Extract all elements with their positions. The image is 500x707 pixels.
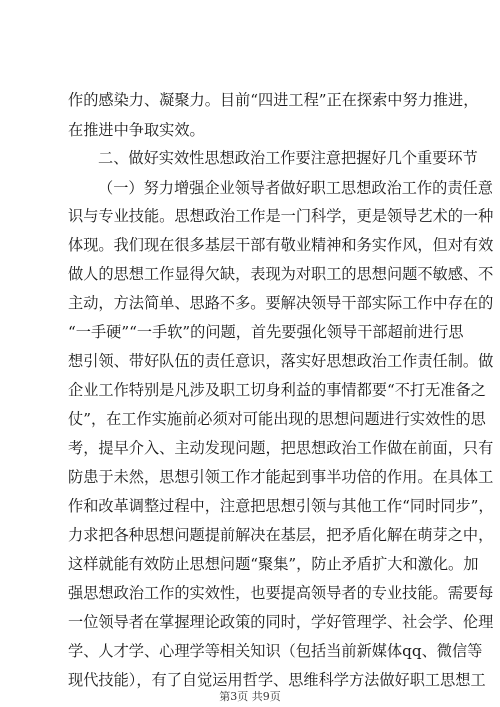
body-line: 学、人才学、心理学等相关知识（包括当前新媒体qq、微信等 — [68, 642, 483, 660]
body-line: 一位领导者在掌握理论政策的同时，学好管理学、社会学、伦理 — [68, 613, 494, 631]
body-line: 考，提早介入、主动发现问题，把思想政治工作做在前面，只有 — [68, 439, 494, 457]
body-line: “一手硬”“一手软”的问题，首先要强化领导干部超前进行思 — [68, 323, 464, 341]
page-number-footer: 第3页 共9页 — [219, 690, 281, 703]
body-line: 作和改革调整过程中，注意把思想引领与其他工作“同时同步”， — [68, 497, 494, 515]
body-line: 这样就能有效防止思想问题“聚集”，防止矛盾扩大和激化。加 — [68, 555, 479, 573]
body-line: 主动，方法简单、思路不多。要解决领导干部实际工作中存在的 — [68, 294, 494, 312]
body-line: 做人的思想工作显得欠缺，表现为对职工的思想问题不敏感、不 — [68, 265, 494, 283]
subsection-heading: （一）努力增强企业领导者做好职工思想政治工作的责任意 — [98, 179, 493, 197]
body-line: 防患于未然，思想引领工作才能起到事半功倍的作用。在具体工 — [68, 468, 494, 486]
body-line: 现代技能），有了自觉运用哲学、思维科学方法做好职工思想工 — [68, 671, 486, 689]
body-line: 力求把各种思想问题提前解决在基层，把矛盾化解在萌芽之中， — [68, 526, 494, 544]
body-line: 仗”，在工作实施前必须对可能出现的思想问题进行实效性的思 — [68, 410, 486, 428]
body-line: 作的感染力、凝聚力。目前“四进工程”正在探索中努力推进， — [68, 91, 479, 109]
body-line: 企业工作特别是凡涉及职工切身利益的事情都要“不打无准备之 — [68, 381, 486, 399]
body-line: 体现。我们现在很多基层干部有敬业精神和务实作风，但对有效 — [68, 236, 494, 254]
body-line: 强思想政治工作的实效性，也要提高领导者的专业技能。需要每 — [68, 584, 494, 602]
body-line: 识与专业技能。思想政治工作是一门科学，更是领导艺术的一种 — [68, 207, 494, 225]
body-line: 在推进中争取实效。 — [68, 121, 205, 139]
body-line: 想引领、带好队伍的责任意识，落实好思想政治工作责任制。做 — [68, 352, 494, 370]
section-heading: 二、做好实效性思想政治工作要注意把握好几个重要环节 — [98, 149, 478, 167]
